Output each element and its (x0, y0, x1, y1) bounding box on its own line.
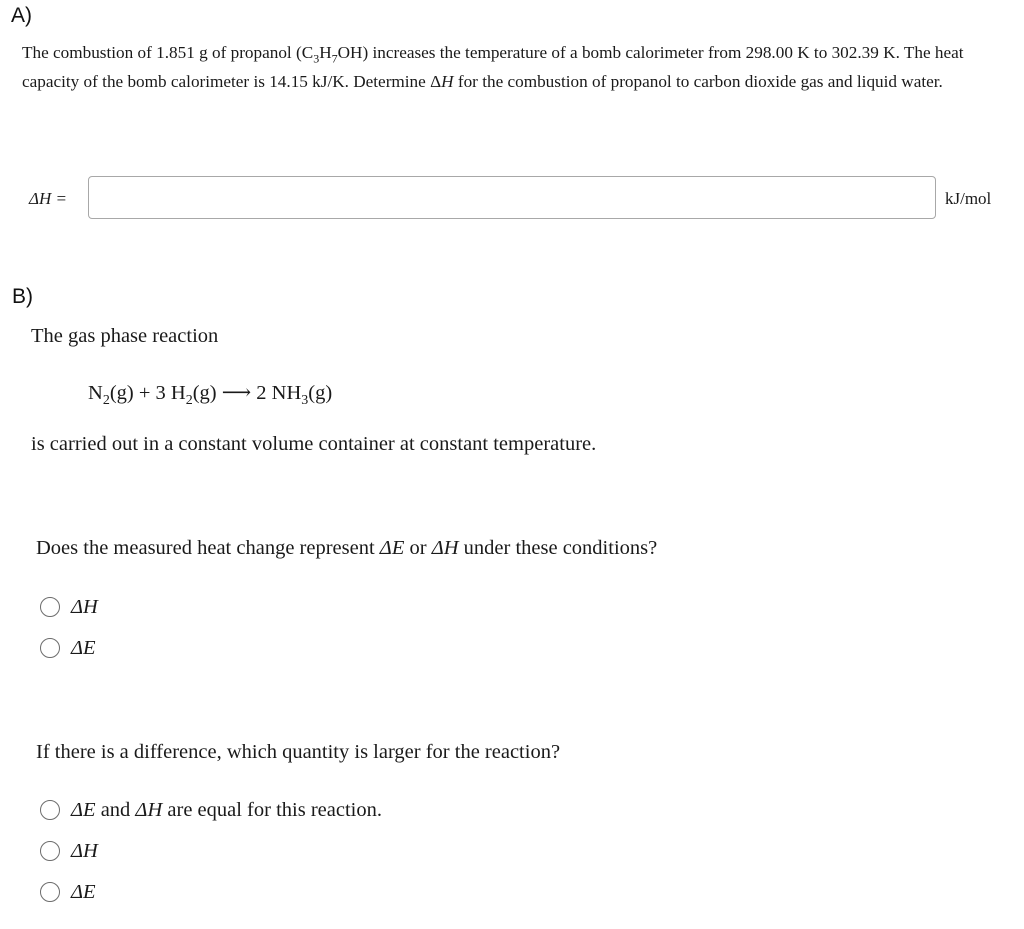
option-label: ΔH (71, 839, 98, 862)
question-1-text (36, 537, 657, 560)
ammonia-subscript: 3 (301, 393, 309, 409)
problem-text-part-3: for the combustion of propanol to carbon dioxide gas and liquid water. (453, 72, 943, 91)
radio-button-icon[interactable] (40, 882, 60, 902)
option-label: ΔE (71, 880, 96, 903)
question-2-option-equal[interactable] (40, 796, 382, 824)
question-1-delta-e: ΔE (379, 537, 405, 559)
reactant-hydrogen: (g) + 3 H (109, 382, 186, 404)
reaction-arrow-icon: ⟶ (221, 382, 252, 404)
option-label: ΔE (71, 636, 96, 659)
reaction-conditions-text: is carried out in a constant volume container at constant temperature. (31, 433, 597, 455)
subscript-hydrogen-count: 7 (331, 51, 338, 66)
part-a-problem-text (22, 38, 1012, 96)
question-1-option-delta-h[interactable] (40, 593, 98, 621)
hydrogen-subscript: 2 (185, 393, 193, 409)
problem-text-part-1: The combustion of 1.851 g of propanol (C (22, 43, 314, 62)
problem-text-hydrogen: H (319, 43, 332, 62)
reaction-intro-text: The gas phase reaction (31, 325, 219, 347)
reaction-equation (88, 380, 333, 409)
problem-text-part-2: OH) increases the temperature of a bomb calorimeter from 298.00 K to 302.39 K. The heat capacity of the bomb calorimeter is 14.15 kJ/K. Determine (22, 43, 964, 91)
question-2-text: If there is a difference, which quantity is larger for the reaction? (36, 741, 561, 763)
option-equal-delta-e: ΔE (71, 798, 96, 821)
question-1-pre: Does the measured heat change represent (36, 537, 380, 559)
nitrogen-subscript: 2 (102, 393, 110, 409)
question-2-option-delta-e[interactable] (40, 878, 96, 906)
delta-symbol: Δ (430, 72, 442, 91)
question-1-post: under these conditions? (458, 537, 658, 559)
option-equal-mid: and (95, 798, 136, 821)
option-label: ΔH (71, 595, 98, 618)
hydrogen-state: (g) (192, 382, 217, 404)
answer-prefix-label: ΔH = (29, 189, 67, 208)
part-a-label: A) (11, 4, 32, 27)
question-1-mid: or (404, 537, 432, 559)
question-2-option-delta-h[interactable] (40, 837, 98, 865)
delta-h-answer-input[interactable] (88, 176, 936, 219)
answer-unit-label: kJ/mol (945, 189, 992, 208)
option-equal-delta-h: ΔH (135, 798, 163, 821)
option-label (71, 799, 382, 822)
radio-button-icon[interactable] (40, 638, 60, 658)
radio-button-icon[interactable] (40, 841, 60, 861)
radio-button-icon[interactable] (40, 800, 60, 820)
answer-row (0, 176, 1024, 221)
ammonia-state: (g) (308, 382, 333, 404)
subscript-carbon-count: 3 (313, 51, 320, 66)
enthalpy-symbol: H (441, 72, 454, 91)
question-1-delta-h: ΔH (431, 537, 459, 559)
reactant-nitrogen: N (88, 382, 103, 404)
part-b-label: B) (12, 285, 33, 308)
question-1-option-delta-e[interactable] (40, 634, 96, 662)
option-equal-post: are equal for this reaction. (162, 798, 382, 821)
product-ammonia: 2 NH (256, 382, 302, 404)
radio-button-icon[interactable] (40, 597, 60, 617)
